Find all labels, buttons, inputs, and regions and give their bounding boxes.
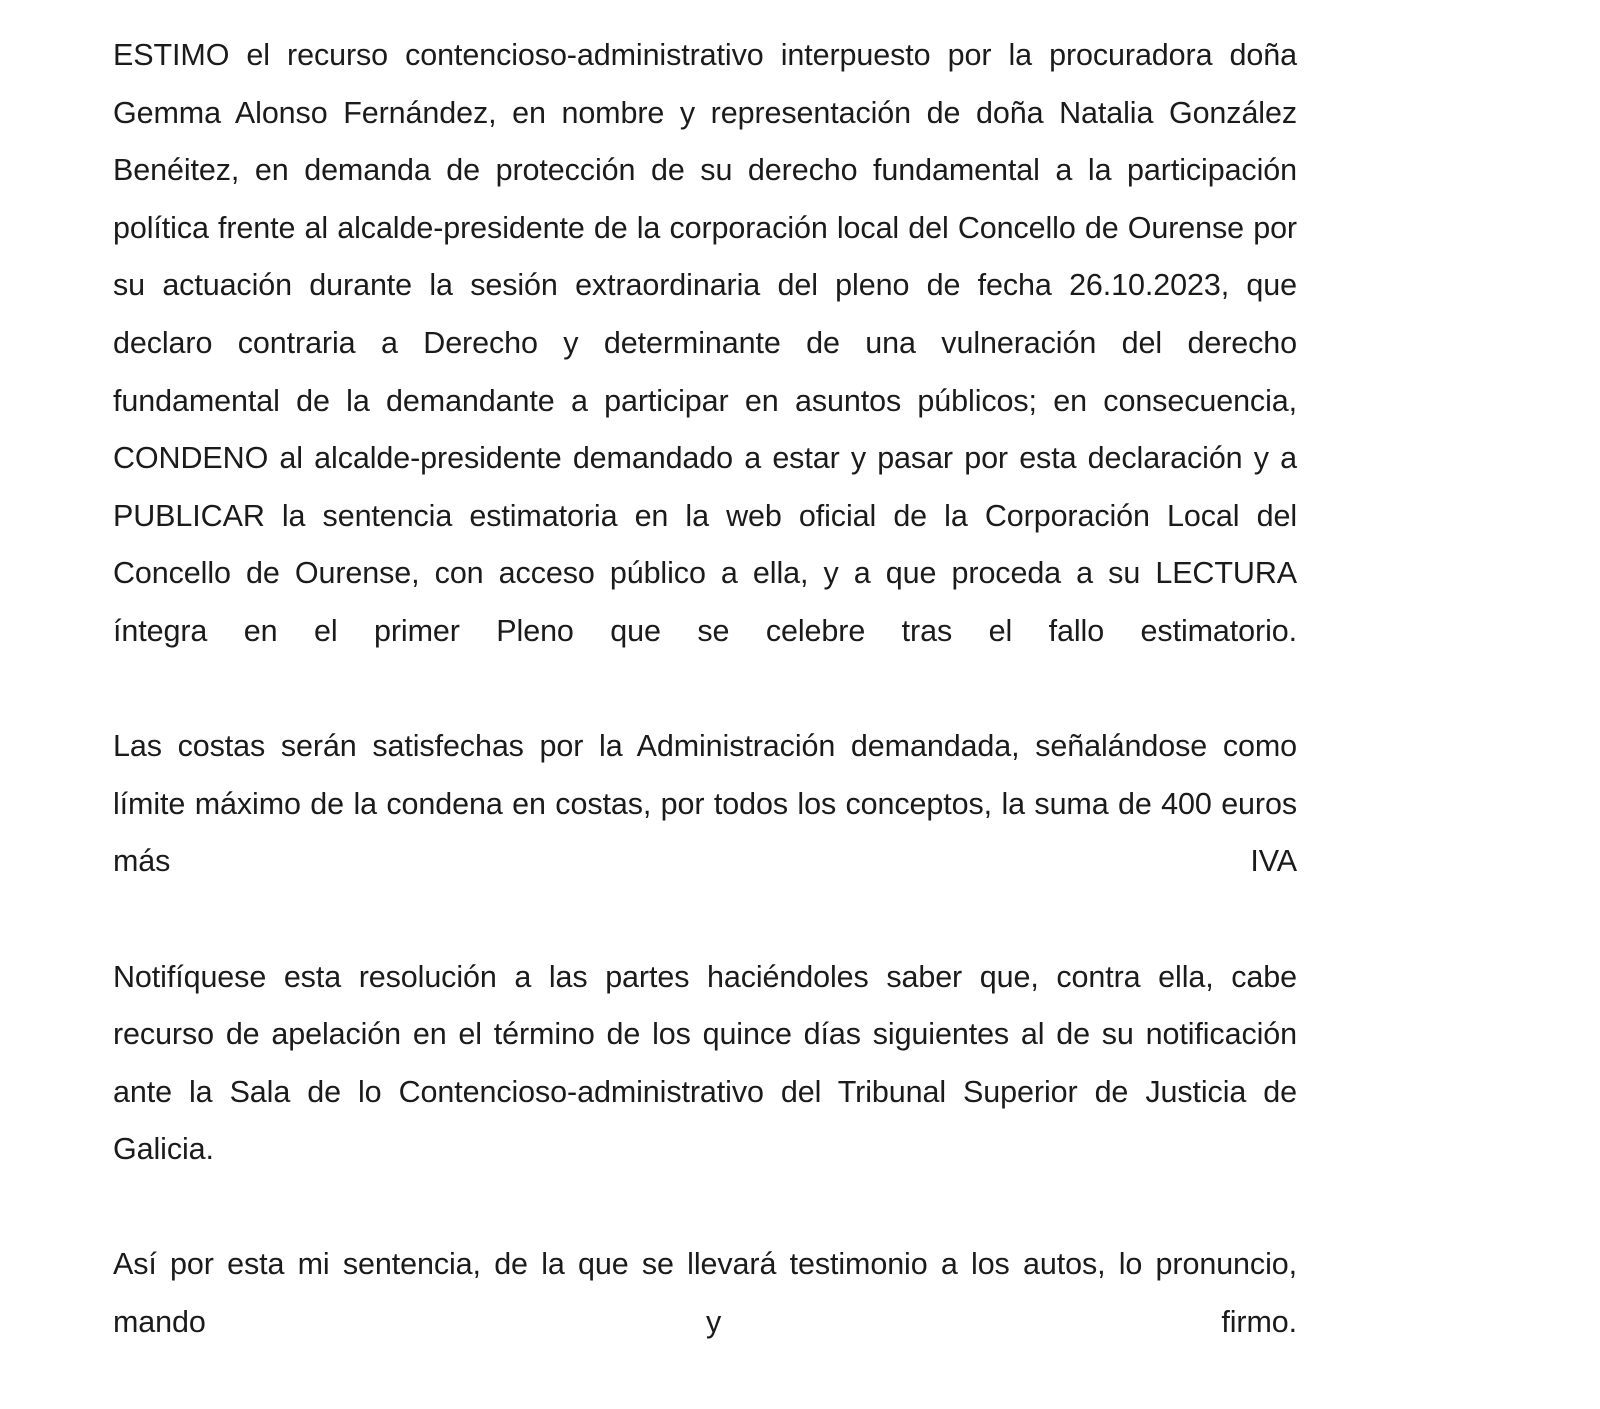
paragraph-notificacion-recurso: Notifíquese esta resolución a las partes haciéndoles saber que, contra ella, cabe recurso de apelación en el término de los quince días siguientes al de su notificación ante la Sala de lo Contencioso-administrativo del Tribunal Superior de Justicia de Galicia.: [113, 959, 1297, 1167]
paragraph-fallo-estimo: ESTIMO el recurso contencioso-administrativo interpuesto por la procuradora doña Gemma Alonso Fernández, en nombre y representación de doña Natalia González Benéitez, en demanda de protección de su derecho fundamental a la participación política frente al alcalde-presidente de la corporación local del Concello de Ourense por su actuación durante la sesión extraordinaria del pleno de fecha 26.10.2023, que declaro contraria a Derecho y determinante de una vulneración del derecho fundamental de la demandante a participar en asuntos públicos; en consecuencia, CONDENO al alcalde-presidente demandado a estar y pasar por esta declaración y a PUBLICAR la sentencia estimatoria en la web oficial de la Corporación Local del Concello de Ourense, con acceso público a ella, y a que proceda a su LECTURA íntegra en el primer Pleno que se celebre tras el fallo estimatorio.: [113, 38, 1297, 648]
paragraph-formula-final: Así por esta mi sentencia, de la que se llevará testimonio a los autos, lo pronuncio, mando y firmo.: [113, 1247, 1297, 1340]
paragraph-costas: Las costas serán satisfechas por la Administración demandada, señalándose como límite máximo de la condena en costas, por todos los conceptos, la suma de 400 euros más IVA: [113, 729, 1297, 879]
document-text-body: [113, 27, 1297, 1409]
